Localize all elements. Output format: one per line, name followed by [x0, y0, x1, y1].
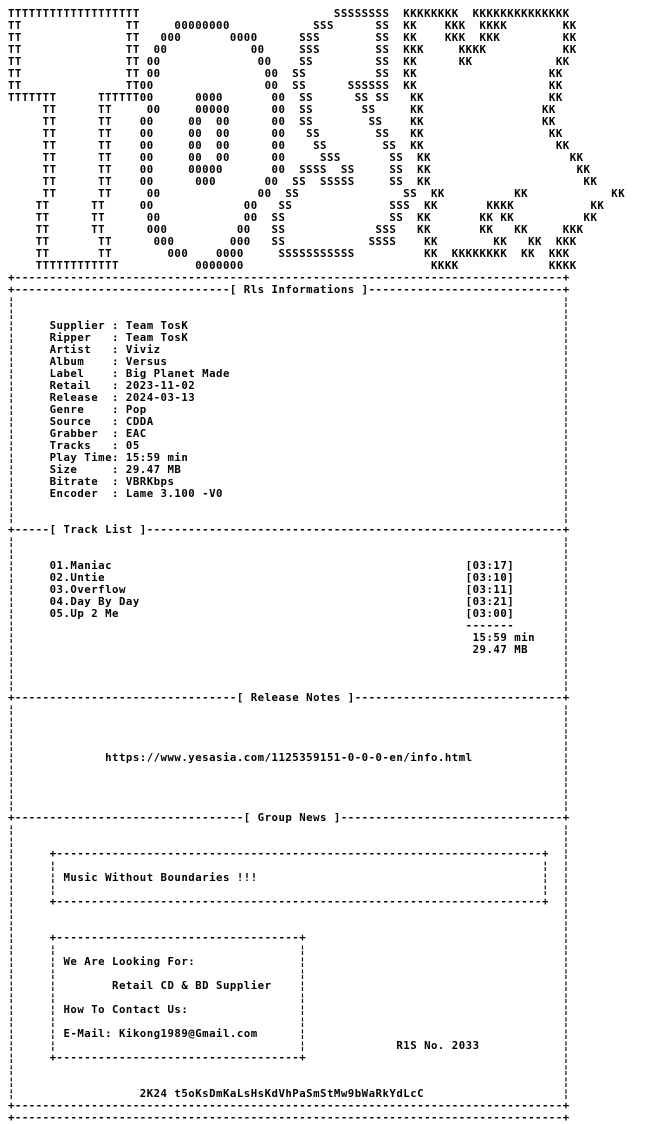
nfo-line: ¦ https://www.yesasia.com/1125359151-0-0-0-en/info.html ¦: [8, 751, 570, 764]
nfo-line: TT TT 00 00 00 00 SS SS KK KK: [8, 139, 570, 152]
nfo-line: ¦ Source : CDDA ¦: [8, 415, 570, 428]
nfo-line: ¦ Encoder : Lame 3.100 -V0 ¦: [8, 487, 570, 500]
nfo-line: ¦ ¦ ¦ R1S No. 2033 ¦: [8, 1039, 570, 1052]
nfo-line: ¦ 05.Up 2 Me [03:00] ¦: [8, 607, 570, 620]
nfo-line: ¦ Label : Big Planet Made ¦: [8, 367, 570, 380]
nfo-line: +-------------------------------------------------------------------------------+: [8, 1111, 570, 1124]
nfo-line: ¦ Retail : 2023-11-02 ¦: [8, 379, 570, 392]
nfo-line: ¦ Ripper : Team TosK ¦: [8, 331, 570, 344]
nfo-line: TT TT 00 00 SS SS KK KK: [8, 67, 563, 80]
nfo-line: ¦ Grabber : EAC ¦: [8, 427, 570, 440]
nfo-line: +-------------------------------------------------------------------------------+: [8, 271, 570, 284]
nfo-line: ¦ ¦ E-Mail: Kikong1989@Gmail.com ¦ ¦: [8, 1027, 570, 1040]
nfo-line: ¦ ¦ Music Without Boundaries !!! ¦ ¦: [8, 871, 570, 884]
nfo-line: ¦ ¦: [8, 727, 570, 740]
nfo-line: ¦ +-----------------------------------+ ¦: [8, 1051, 570, 1064]
nfo-line: ¦ ¦: [8, 715, 570, 728]
nfo-line: +-----[ Track List ]------------------------------------------------------------+: [8, 523, 570, 536]
nfo-line: ¦ ¦ ¦ ¦: [8, 943, 570, 956]
nfo-line: ¦ ¦ ¦ ¦: [8, 859, 570, 872]
nfo-line: +---------------------------------[ Group News ]--------------------------------+: [8, 811, 570, 824]
nfo-line: ¦ Play Time: 15:59 min ¦: [8, 451, 570, 464]
nfo-line: ¦ 15:59 min ¦: [8, 631, 570, 644]
nfo-line: ¦ ¦: [8, 679, 570, 692]
nfo-line: TT TT 00 00 SSS SS KKK KKKK KK: [8, 43, 577, 56]
nfo-line: ¦ ¦ We Are Looking For: ¦ ¦: [8, 955, 570, 968]
nfo-line: ¦ 03.Overflow [03:11] ¦: [8, 583, 570, 596]
nfo-line: ¦ Supplier : Team TosK ¦: [8, 319, 570, 332]
nfo-line: TT TT 00 00000 00 SSSS SS SS KK KK: [8, 163, 591, 176]
nfo-line: ¦ ¦: [8, 655, 570, 668]
nfo-line: ¦ ¦: [8, 799, 570, 812]
nfo-line: TT TT 000 00 SS SSS KK KK KK KKK: [8, 223, 584, 236]
nfo-line: ¦ ¦: [8, 307, 570, 320]
nfo-line: ¦ ¦ ¦ ¦: [8, 883, 570, 896]
nfo-line: TT TT 00 00 SS SS KK KK KK: [8, 187, 626, 200]
nfo-line: ¦ ------- ¦: [8, 619, 570, 632]
nfo-line: ¦ ¦: [8, 787, 570, 800]
nfo-line: TT TT 00 000 00 SS SSSSS SS KK KK: [8, 175, 598, 188]
nfo-line: ¦ Genre : Pop ¦: [8, 403, 570, 416]
nfo-line: ¦ ¦: [8, 775, 570, 788]
nfo-line: TTTTTTT TTTTTT00 0000 00 SS SS SS KK KK: [8, 91, 563, 104]
nfo-line: ¦ ¦: [8, 535, 570, 548]
nfo-line: TT TT 00 00 00 00 SS SS KK KK: [8, 115, 556, 128]
nfo-line: ¦ ¦: [8, 835, 570, 848]
nfo-line: ¦ 01.Maniac [03:17] ¦: [8, 559, 570, 572]
nfo-line: ¦ Tracks : 05 ¦: [8, 439, 570, 452]
nfo-line: ¦ ¦: [8, 547, 570, 560]
nfo-line: ¦ ¦: [8, 667, 570, 680]
nfo-line: +--------------------------------[ Release Notes ]------------------------------+: [8, 691, 570, 704]
nfo-line: ¦ ¦: [8, 907, 570, 920]
nfo-line: TT TT 000 0000 SSS SS KK KKK KKK KK: [8, 31, 577, 44]
nfo-line: ¦ ¦: [8, 1063, 570, 1076]
nfo-line: TT TT 00 00 SS SSS KK KKKK KK: [8, 199, 605, 212]
nfo-line: TT TT 00 00 00 00 SS SS KK KK: [8, 127, 563, 140]
nfo-line: ¦ ¦ How To Contact Us: ¦ ¦: [8, 1003, 570, 1016]
nfo-line: ¦ 2K24 t5oKsDmKaLsHsKdVhPaSmStMw9bWaRkYdLcC ¦: [8, 1087, 570, 1100]
nfo-line: ¦ ¦ ¦ ¦: [8, 967, 570, 980]
nfo-line: ¦ 29.47 MB ¦: [8, 643, 570, 656]
nfo-line: TT TT 000 000 SS SSSS KK KK KK KKK: [8, 235, 577, 248]
nfo-line: ¦ ¦: [8, 295, 570, 308]
nfo-line: ¦ ¦: [8, 763, 570, 776]
nfo-line: +-------------------------------[ Rls Informations ]----------------------------+: [8, 283, 570, 296]
nfo-line: +-------------------------------------------------------------------------------+: [8, 1099, 570, 1112]
nfo-line: TT TT 00 00 SS SS KK KK KK KK: [8, 211, 598, 224]
nfo-line: TT TT 000 0000 SSSSSSSSSSS KK KKKKKKKK KK KKK: [8, 247, 570, 260]
nfo-line: TT TT 00 00 SS SS KK KK KK: [8, 55, 570, 68]
nfo-line: ¦ ¦: [8, 1075, 570, 1088]
nfo-line: ¦ ¦ ¦ ¦: [8, 1015, 570, 1028]
nfo-line: ¦ ¦ Retail CD & BD Supplier ¦ ¦: [8, 979, 570, 992]
nfo-line: ¦ ¦: [8, 919, 570, 932]
nfo-line: ¦ ¦: [8, 499, 570, 512]
nfo-line: ¦ ¦: [8, 823, 570, 836]
nfo-line: ¦ +----------------------------------------------------------------------+ ¦: [8, 847, 570, 860]
nfo-line: ¦ Bitrate : VBRKbps ¦: [8, 475, 570, 488]
nfo-line: TT TT 00 00 00 00 SSS SS KK KK: [8, 151, 584, 164]
nfo-line: ¦ Release : 2024-03-13 ¦: [8, 391, 570, 404]
nfo-line: TT TT00 00 SS SSSSSS KK KK: [8, 79, 563, 92]
nfo-line: TT TT 00 00000 00 SS SS KK KK: [8, 103, 556, 116]
nfo-line: ¦ +-----------------------------------+ ¦: [8, 931, 570, 944]
nfo-line: ¦ 02.Untie [03:10] ¦: [8, 571, 570, 584]
nfo-line: TT TT 00000000 SSS SS KK KKK KKKK KK: [8, 19, 577, 32]
nfo-line: ¦ +----------------------------------------------------------------------+ ¦: [8, 895, 570, 908]
nfo-line: ¦ 04.Day By Day [03:21] ¦: [8, 595, 570, 608]
nfo-line: ¦ Album : Versus ¦: [8, 355, 570, 368]
nfo-line: ¦ Artist : Viviz ¦: [8, 343, 570, 356]
nfo-line: TTTTTTTTTTTT 0000000 KKKK KKKK: [8, 259, 577, 272]
nfo-line: ¦ ¦: [8, 703, 570, 716]
nfo-line: ¦ Size : 29.47 MB ¦: [8, 463, 570, 476]
nfo-line: ¦ ¦ ¦ ¦: [8, 991, 570, 1004]
nfo-line: TTTTTTTTTTTTTTTTTTT SSSSSSSS KKKKKKKK KKKKKKKKKKKKKK: [8, 7, 570, 20]
nfo-line: ¦ ¦: [8, 511, 570, 524]
nfo-line: ¦ ¦: [8, 739, 570, 752]
